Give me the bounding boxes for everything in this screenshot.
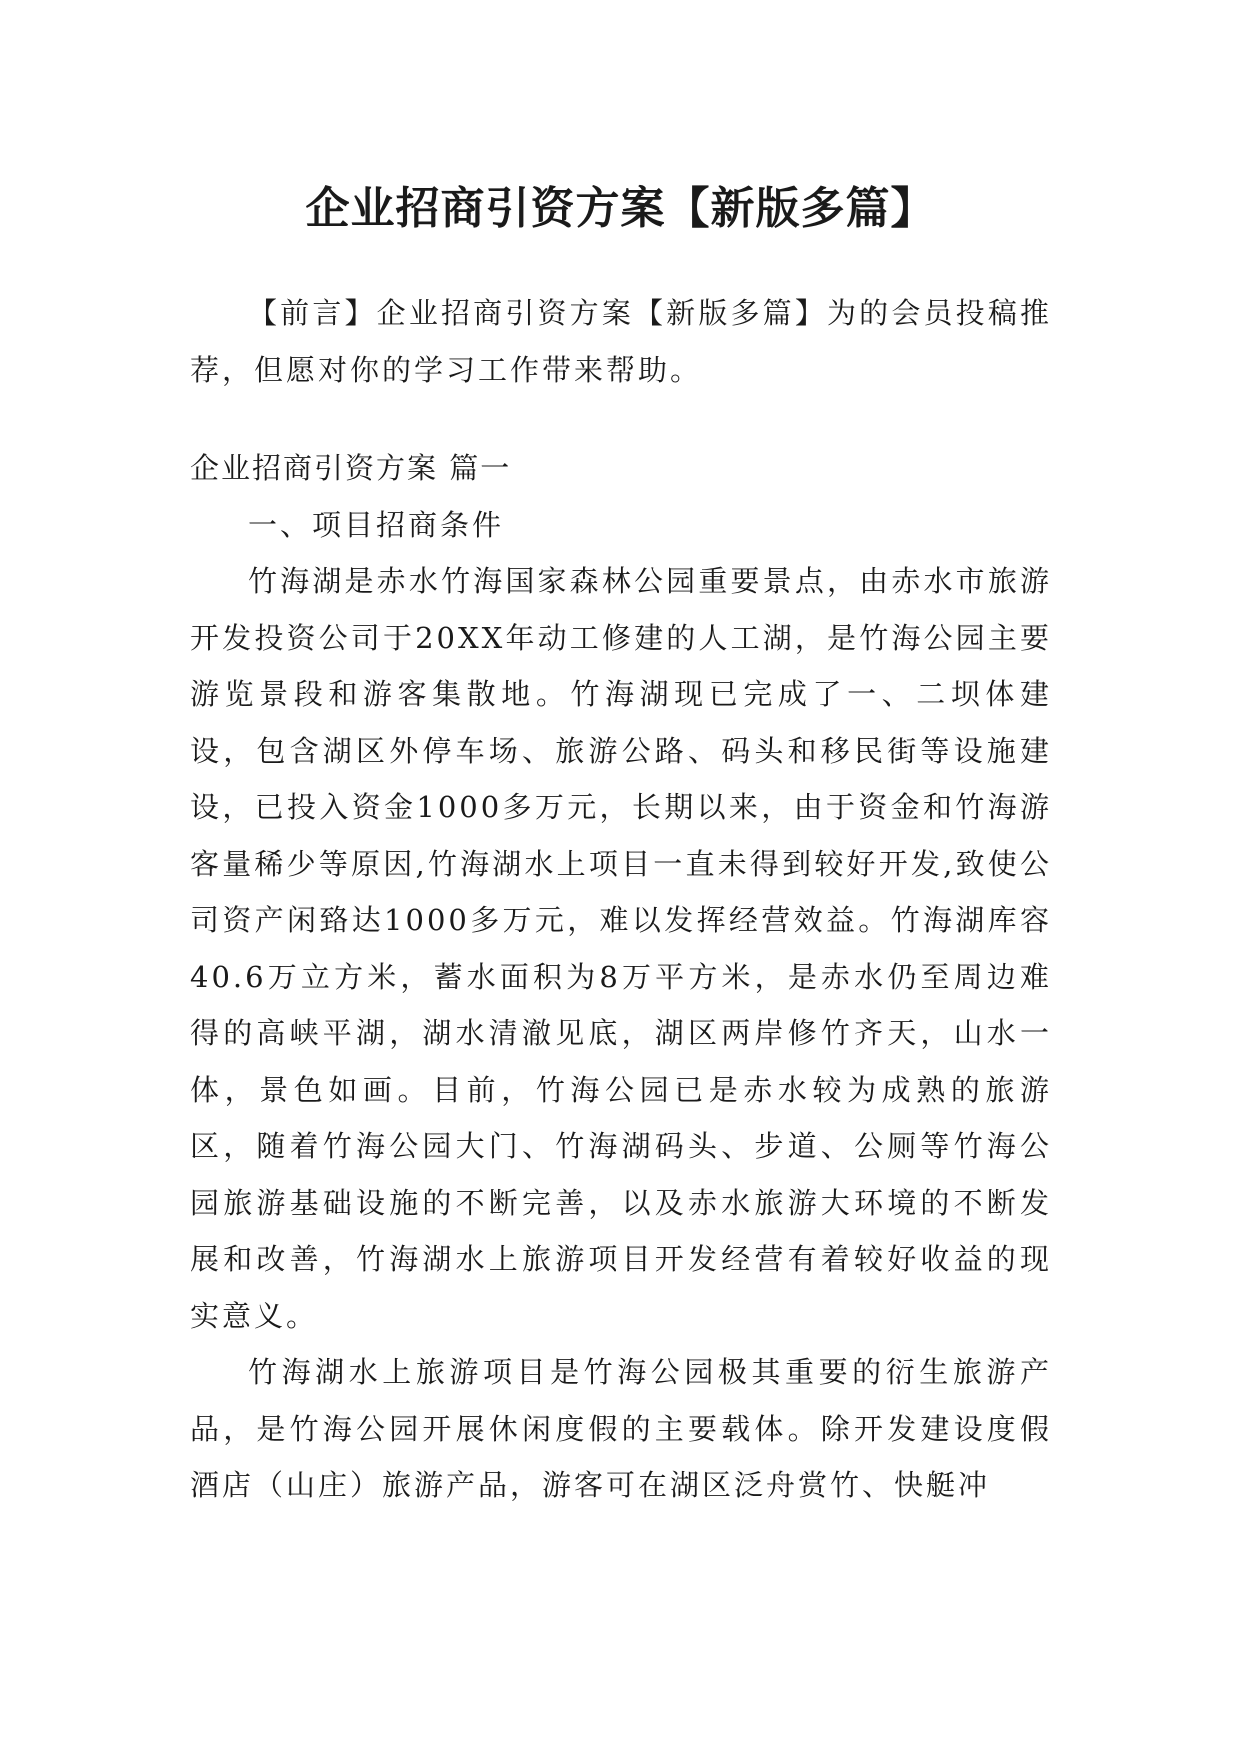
subsection-title: 一、项目招商条件 [248, 507, 505, 542]
document-title: 企业招商引资方案【新版多篇】 [305, 183, 936, 235]
document-body [190, 285, 1052, 1514]
body-paragraph-2: 竹海湖水上旅游项目是竹海公园极其重要的衍生旅游产品，是竹海公园开展休闲度假的主要载体。除开发建设度假酒店（山庄）旅游产品，游客可在湖区泛舟赏竹、快艇冲 [190, 1355, 1052, 1502]
body-paragraph-1: 竹海湖是赤水竹海国家森林公园重要景点，由赤水市旅游开发投资公司于20XX年动工修建的人工湖，是竹海公园主要游览景段和游客集散地。竹海湖现已完成了一、二坝体建设，包含湖区外停车场、旅游公路、码头和移民街等设施建设，已投入资金1000多万元，长期以来，由于资金和竹海游客量稀少等原因,竹海湖水上项目一直未得到较好开发,致使公司资产闲臵达1000多万元，难以发挥经营效益。竹海湖库容40.6万立方米，蓄水面积为8万平方米，是赤水仍至周边难得的高峡平湖，湖水清澈见底，湖区两岸修竹齐天，山水一体，景色如画。目前，竹海公园已是赤水较为成熟的旅游区，随着竹海公园大门、竹海湖码头、步道、公厕等竹海公园旅游基础设施的不断完善，以及赤水旅游大环境的不断发展和改善，竹海湖水上旅游项目开发经营有着较好收益的现实意义。 [190, 564, 1052, 1333]
preface-paragraph: 【前言】企业招商引资方案【新版多篇】为的会员投稿推荐，但愿对你的学习工作带来帮助。 [190, 296, 1052, 387]
spacer [190, 398, 1052, 440]
section-title: 企业招商引资方案 篇一 [190, 451, 512, 485]
